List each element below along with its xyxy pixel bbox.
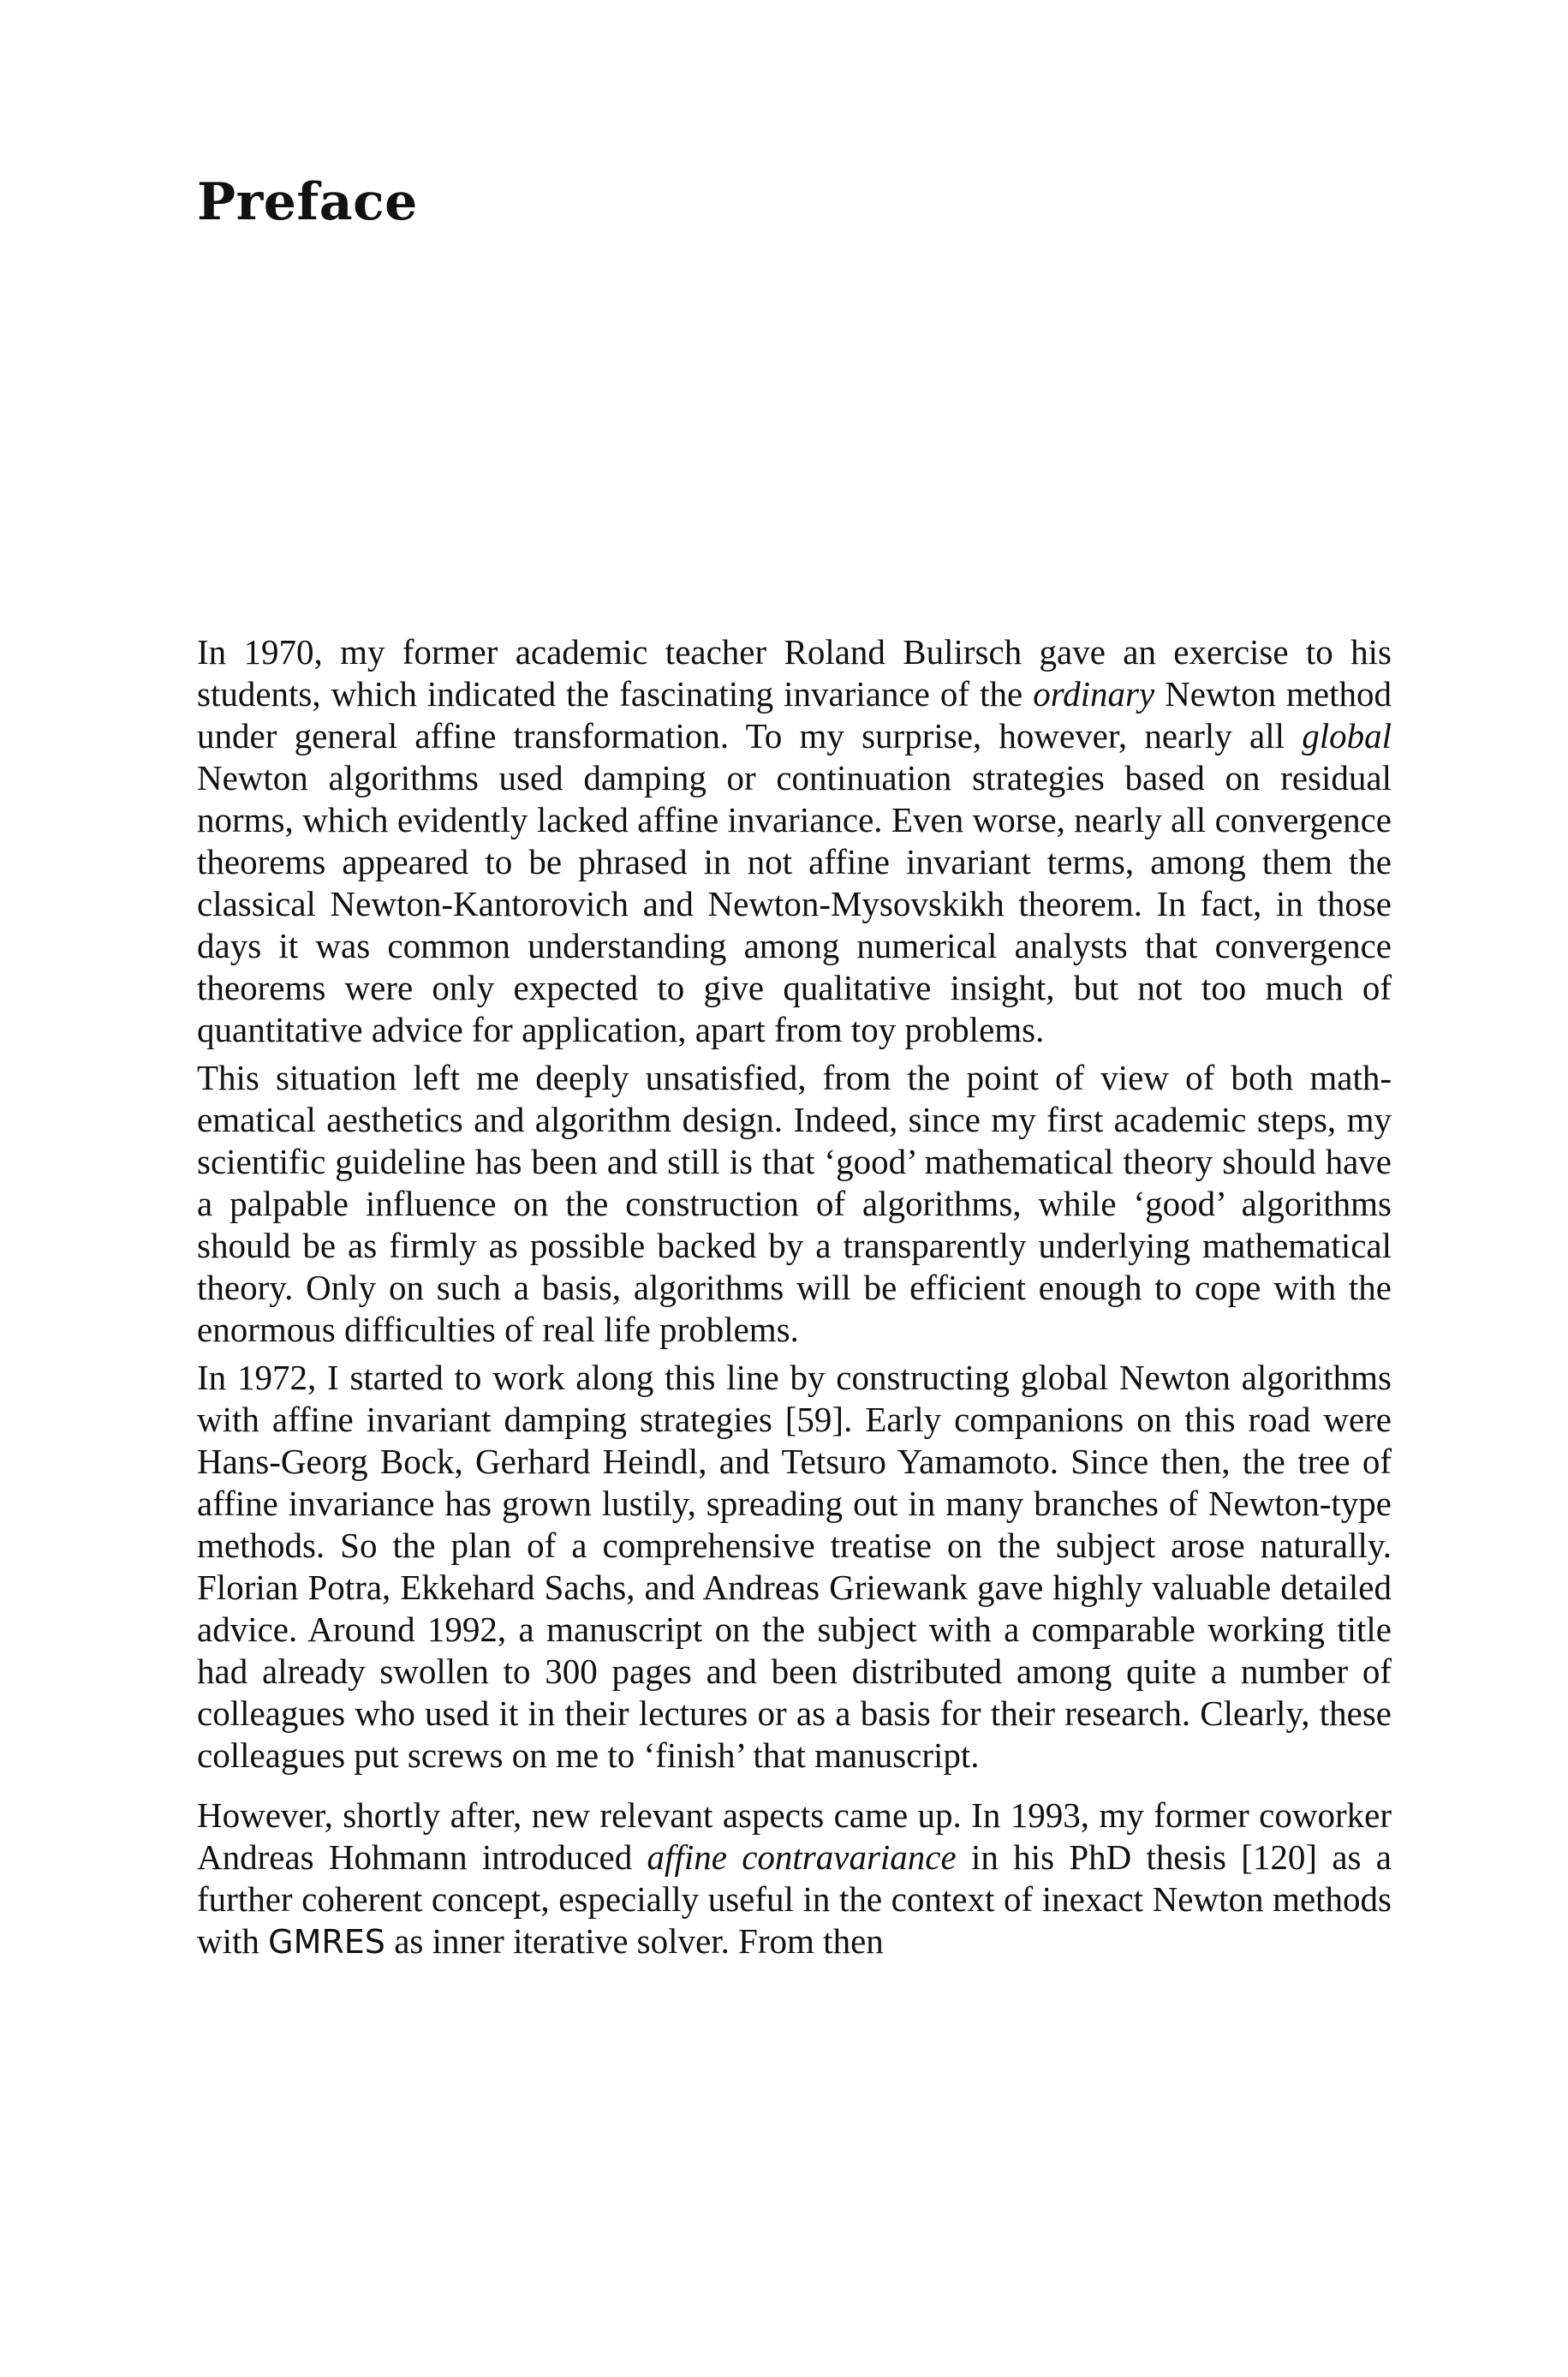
paragraph-1-text-c: Newton algorithms used damping or continuation strategies based on residual norms, which evidently lacked affine invariance. Even worse, nearly all convergence theorems appeared to be phrased in not affine invariant terms, among them the classical Newton-Kantorovich and Newton-Mysovskikh theorem. In fact, in those days it was common understanding among numerical analysts that convergence theorems were only expected to give qualitative insight, but not too much of quantitative advice for application, apart from toy problems. [197, 758, 1392, 1049]
emphasis-global: global [1302, 716, 1392, 756]
chapter-title: Preface [197, 172, 418, 232]
paragraph-4 [197, 1795, 1392, 1963]
paragraph-1 [197, 631, 1392, 1051]
paragraph-4-text-c: as inner iterative solver. From then [385, 1921, 884, 1961]
paragraph-1-text-a: In 1970, my former academic teacher Roland Bulirsch gave an exercise to his students, which indicated the fascinating invariance of the [197, 632, 1392, 714]
paragraph-3 [197, 1357, 1392, 1777]
paragraph-1-text-b: Newton method under general affine transformation. To my surprise, however, nearly all [197, 674, 1392, 756]
paragraph-4-text-b: in his PhD thesis [120] as a further coherent concept, especially useful in the context of inexact Newton methods with [197, 1837, 1392, 1961]
emphasis-ordinary: ordinary [1033, 674, 1155, 714]
book-page [197, 0, 1392, 2377]
paragraph-2 [197, 1057, 1392, 1351]
preface-body [197, 631, 1392, 1963]
gmres-term: GMRES [268, 1923, 385, 1961]
emphasis-affine-contravariance: affine contravariance [647, 1837, 957, 1877]
paragraph-3-text: In 1972, I started to work along this line by constructing global Newton algorithms with affine invariant damping strategies [59]. Early companions on this road were Hans-Georg Bock, Gerhard Heindl, and Tetsuro Yamamoto. Since then, the tree of affine invariance has grown lustily, spreading out in many branches of Newton-type methods. So the plan of a comprehensive treatise on the subject arose naturally. Florian Potra, Ekkehard Sachs, and Andreas Griewank gave highly valuable detailed advice. Around 1992, a manuscript on the subject with a comparable working title had already swollen to 300 pages and been distributed among quite a number of colleagues who used it in their lectures or as a basis for their research. Clearly, these colleagues put screws on me to ‘finish’ that manuscript. [197, 1358, 1392, 1775]
paragraph-2-text: This situation left me deeply unsatisfied, from the point of view of both mathematical aesthetics and algorithm design. Indeed, since my first academic steps, my scientific guideline has been and still is that ‘good’ mathematical theory should have a palpable influence on the construction of algorithms, while ‘good’ algorithms should be as firmly as possible backed by a transparently underlying mathematical theory. Only on such a basis, algorithms will be efficient enough to cope with the enormous difficulties of real life problems. [197, 1058, 1392, 1349]
paragraph-4-text-a: However, shortly after, new relevant aspects came up. In 1993, my former coworker Andreas Hohmann introduced [197, 1795, 1392, 1877]
